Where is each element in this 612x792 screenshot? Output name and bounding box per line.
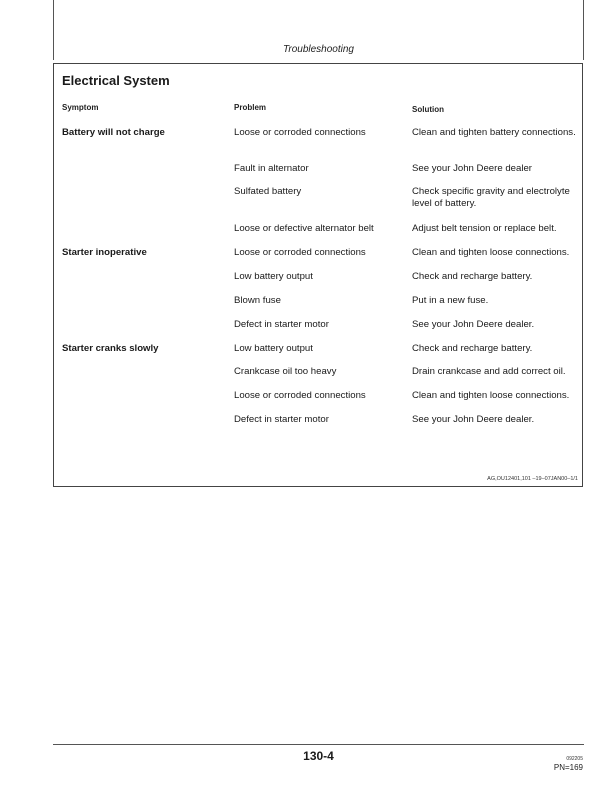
problem-cell: Defect in starter motor [234,414,329,425]
problem-cell: Loose or corroded connections [234,390,366,401]
solution-cell: Check and recharge battery. [412,343,533,354]
problem-cell: Low battery output [234,271,313,282]
column-header-solution: Solution [412,105,444,114]
problem-cell: Defect in starter motor [234,319,329,330]
solution-cell: See your John Deere dealer [412,163,532,174]
problem-cell: Blown fuse [234,295,281,306]
print-date-code: 092205 [566,756,583,762]
solution-cell: Clean and tighten battery connections. [412,127,576,138]
solution-cell: See your John Deere dealer. [412,414,535,425]
solution-cell: Check and recharge battery. [412,271,533,282]
column-header-problem: Problem [234,103,267,112]
solution-cell: Clean and tighten loose connections. [412,247,570,258]
pn-number: PN=169 [553,763,583,772]
problem-cell: Low battery output [234,343,313,354]
column-header-symptom: Symptom [62,103,99,112]
document-reference-code: AG,OU12401,101 –19–07JAN00–1/1 [487,476,578,482]
problem-cell: Crankcase oil too heavy [234,366,337,377]
problem-cell: Loose or corroded connections [234,247,366,258]
symptom-cell: Starter cranks slowly [62,343,159,354]
solution-cell: See your John Deere dealer. [412,319,535,330]
footer-rule [53,744,584,745]
symptom-cell: Starter inoperative [62,247,147,258]
problem-cell: Loose or defective alternator belt [234,223,374,234]
symptom-cell: Battery will not charge [62,127,165,138]
solution-cell: Drain crankcase and add correct oil. [412,366,566,377]
problem-cell: Sulfated battery [234,186,302,197]
problem-cell: Loose or corroded connections [234,127,366,138]
problem-cell: Fault in alternator [234,163,309,174]
solution-cell: Check specific gravity and electrolyte level of battery. [412,186,570,209]
page-number: 130-4 [303,749,334,763]
section-title: Electrical System [62,73,170,88]
solution-cell: Adjust belt tension or replace belt. [412,223,557,234]
page-header: Troubleshooting [283,44,354,55]
solution-cell: Clean and tighten loose connections. [412,390,570,401]
solution-cell: Put in a new fuse. [412,295,489,306]
troubleshooting-table [53,63,583,487]
